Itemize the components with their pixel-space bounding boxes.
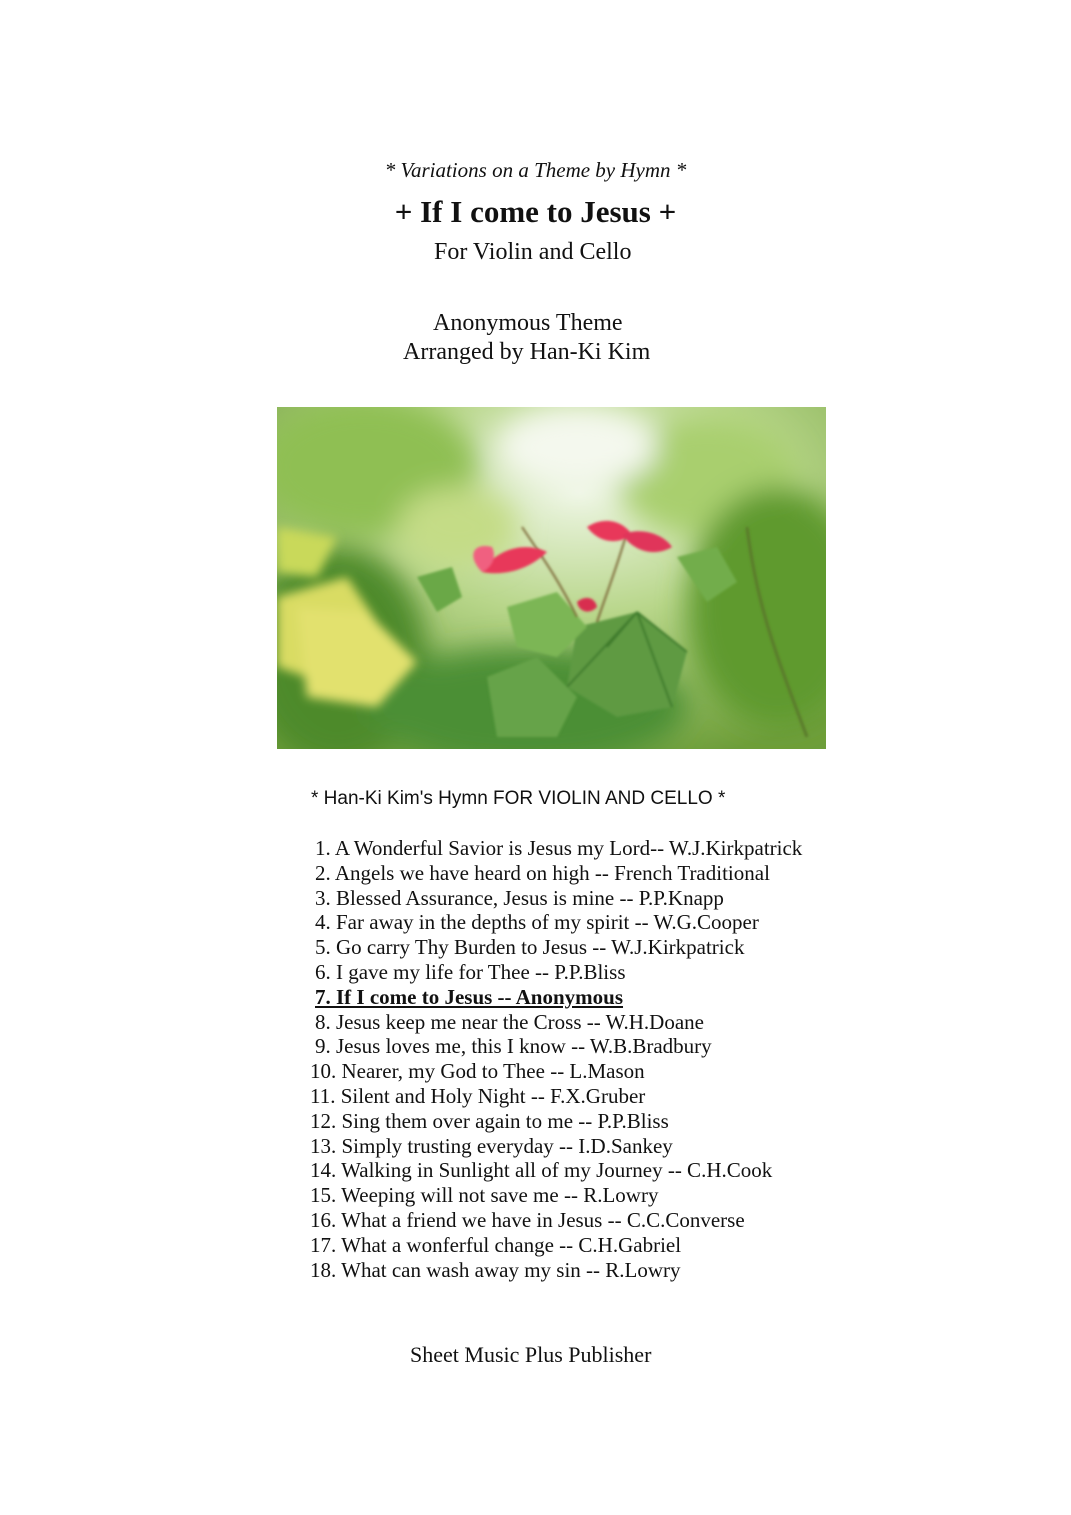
publisher: Sheet Music Plus Publisher	[410, 1342, 652, 1367]
list-item: 8. Jesus keep me near the Cross -- W.H.Doane	[315, 1009, 704, 1034]
list-item: 16. What a friend we have in Jesus -- C.C.Converse	[310, 1208, 745, 1232]
list-item: 4. Far away in the depths of my spirit -- W.G.Cooper	[315, 910, 759, 935]
list-item: 3. Blessed Assurance, Jesus is mine -- P.P.Knapp	[315, 885, 724, 910]
list-item: 6. I gave my life for Thee -- P.P.Bliss	[315, 960, 626, 984]
list-item: 17. What a wonferful change -- C.H.Gabriel	[310, 1232, 682, 1257]
instrumentation-subtitle: For Violin and Cello	[434, 239, 632, 265]
list-item: 1. A Wonderful Savior is Jesus my Lord-- W.J.Kirkpatrick	[315, 836, 803, 860]
list-item-current: 7. If I come to Jesus -- Anonymous	[315, 984, 624, 1009]
list-item: 12. Sing them over again to me -- P.P.Bliss	[310, 1108, 669, 1133]
arranger-credit: Arranged by Han-Ki Kim	[403, 339, 651, 365]
collection-header: * Han-Ki Kim's Hymn FOR VIOLIN AND CELLO *	[311, 788, 726, 809]
cover-photo	[277, 407, 826, 749]
list-item: 10. Nearer, my God to Thee -- L.Mason	[310, 1059, 645, 1084]
list-item: 15. Weeping will not save me -- R.Lowry	[310, 1183, 659, 1208]
list-item: 2. Angels we have heard on high -- French Traditional	[315, 860, 770, 885]
list-item: 14. Walking in Sunlight all of my Journey -- C.H.Cook	[310, 1158, 773, 1183]
list-item: 18. What can wash away my sin -- R.Lowry	[310, 1257, 681, 1282]
series-title: * Variations on a Theme by Hymn *	[384, 158, 687, 182]
list-item: 13. Simply trusting everyday -- I.D.Sankey	[310, 1133, 673, 1158]
list-item: 9. Jesus loves me, this I know -- W.B.Bradbury	[315, 1034, 712, 1059]
theme-credit: Anonymous Theme	[433, 310, 623, 336]
page-title: + If I come to Jesus +	[394, 194, 677, 229]
list-item: 5. Go carry Thy Burden to Jesus -- W.J.Kirkpatrick	[315, 935, 745, 960]
list-item: 11. Silent and Holy Night -- F.X.Gruber	[310, 1084, 646, 1108]
